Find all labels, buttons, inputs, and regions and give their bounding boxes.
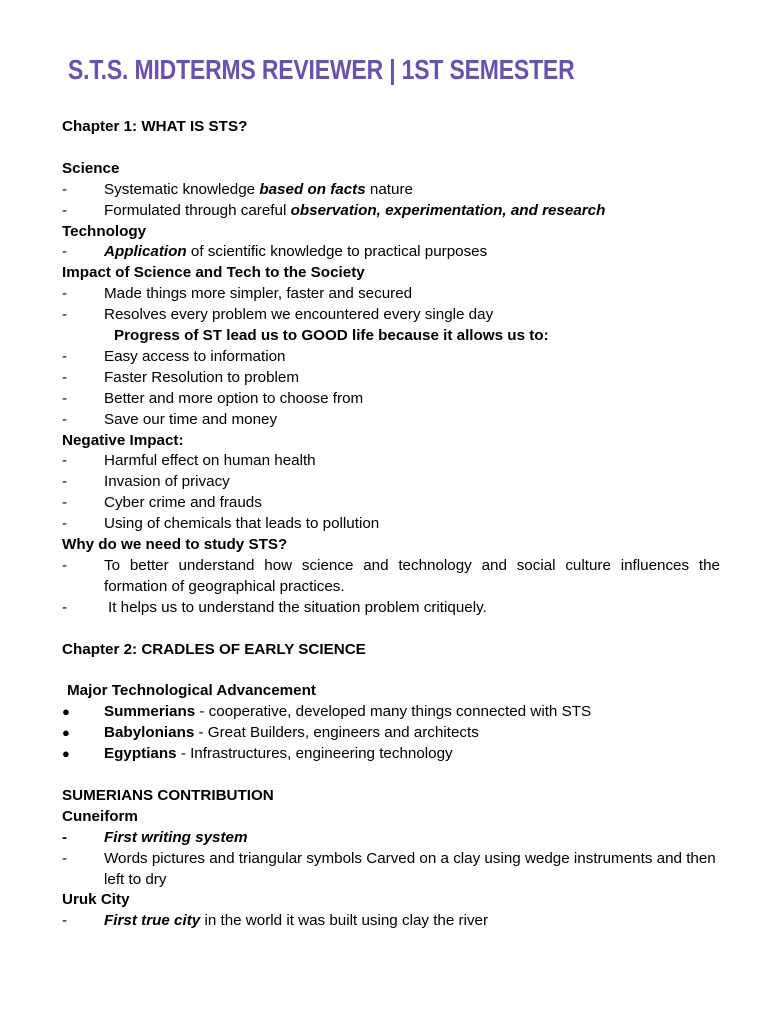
civ-name: Babylonians: [104, 724, 195, 742]
text: It helps us to understand the situation problem critiquely.: [108, 598, 487, 616]
text: nature: [365, 180, 413, 198]
cuneiform-heading: Cuneiform: [62, 807, 138, 825]
list-item: [62, 389, 720, 410]
text: Using of chemicals that leads to pollution: [104, 515, 380, 533]
chapter2-heading: Chapter 2: CRADLES OF EARLY SCIENCE: [62, 640, 366, 658]
dash-marker: -: [62, 201, 68, 219]
text: Faster Resolution to problem: [104, 368, 299, 386]
bullet-dot: ●: [62, 704, 70, 720]
list-item: [62, 702, 720, 723]
text: of scientific knowledge to practical purposes: [186, 243, 488, 261]
civ-name: Egyptians: [104, 745, 177, 763]
list-item: [62, 242, 720, 263]
emphasis: First true city: [104, 912, 201, 930]
dash-marker: -: [62, 557, 68, 575]
chapter1-heading: Chapter 1: WHAT IS STS?: [62, 118, 248, 135]
why-heading: Why do we need to study STS?: [62, 536, 288, 554]
dash-marker: -: [62, 828, 68, 846]
technology-heading: Technology: [62, 222, 147, 240]
dash-marker: -: [62, 389, 68, 407]
dash-marker: -: [62, 368, 68, 386]
text: Save our time and money: [104, 410, 278, 428]
impact-heading: Impact of Science and Tech to the Society: [62, 264, 365, 282]
dash-marker: -: [62, 306, 68, 324]
list-item: [62, 556, 720, 598]
list-item: [62, 849, 720, 891]
text: Harmful effect on human health: [104, 452, 316, 470]
civ-desc: - Infrastructures, engineering technology: [176, 745, 453, 763]
text: Made things more simpler, faster and secured: [104, 285, 413, 303]
list-item: [62, 410, 720, 431]
list-item: [62, 493, 720, 514]
progress-heading: Progress of ST lead us to GOOD life because it allows us to:: [114, 327, 549, 345]
emphasis: First writing system: [104, 828, 248, 846]
document-body: [62, 117, 720, 932]
list-item: [62, 723, 720, 744]
emphasis: based on facts: [259, 180, 366, 198]
text: Formulated through careful: [104, 201, 291, 219]
dash-marker: -: [62, 473, 68, 491]
dash-marker: -: [62, 285, 68, 303]
list-item: [62, 744, 720, 765]
spacer: [62, 619, 720, 640]
emphasis: observation, experimentation, and research: [290, 201, 606, 219]
list-item: [62, 514, 720, 535]
dash-marker: -: [62, 180, 68, 198]
spacer: [62, 661, 720, 682]
bullet-dot: ●: [62, 746, 70, 762]
list-item: [62, 201, 720, 222]
major-heading: Major Technological Advancement: [67, 682, 316, 700]
dash-marker: -: [62, 452, 68, 470]
page-title: S.T.S. MIDTERMS REVIEWER | 1ST SEMESTER: [68, 54, 575, 85]
text: in the world it was built using clay the river: [200, 912, 489, 930]
text: Better and more option to choose from: [104, 389, 364, 407]
text: Easy access to information: [104, 347, 286, 365]
list-item: [62, 180, 720, 201]
dash-marker: -: [62, 243, 68, 261]
spacer: [62, 765, 720, 786]
list-item: [62, 347, 720, 368]
dash-marker: -: [62, 912, 68, 930]
science-heading: Science: [62, 159, 120, 177]
dash-marker: -: [62, 849, 68, 867]
text: Cyber crime and frauds: [104, 494, 262, 512]
dash-marker: -: [62, 598, 68, 616]
uruk-heading: Uruk City: [62, 891, 130, 909]
text: Resolves every problem we encountered every single day: [104, 306, 494, 324]
list-item: [62, 911, 720, 932]
spacer: [62, 138, 720, 159]
list-item: [62, 368, 720, 389]
civ-desc: - cooperative, developed many things connected with STS: [195, 703, 592, 721]
text: Invasion of privacy: [104, 473, 230, 491]
civ-desc: - Great Builders, engineers and architects: [194, 724, 479, 742]
list-item: [62, 598, 720, 619]
emphasis: Application: [104, 243, 187, 261]
text: Systematic knowledge: [104, 180, 260, 198]
civ-name: Summerians: [104, 703, 196, 721]
dash-marker: -: [62, 347, 68, 365]
negative-heading: Negative Impact:: [62, 431, 184, 449]
dash-marker: -: [62, 410, 68, 428]
text: To better understand how science and technology and social culture influences the formation of geographical practices.: [104, 557, 720, 595]
list-item: [62, 284, 720, 305]
list-item: [62, 305, 720, 326]
list-item: [62, 451, 720, 472]
bullet-dot: ●: [62, 725, 70, 741]
sumerians-heading: SUMERIANS CONTRIBUTION: [62, 786, 274, 804]
text: Words pictures and triangular symbols Carved on a clay using wedge instruments and then left to dry: [104, 849, 716, 888]
dash-marker: -: [62, 494, 68, 512]
dash-marker: -: [62, 515, 68, 533]
list-item: [62, 828, 720, 849]
list-item: [62, 472, 720, 493]
